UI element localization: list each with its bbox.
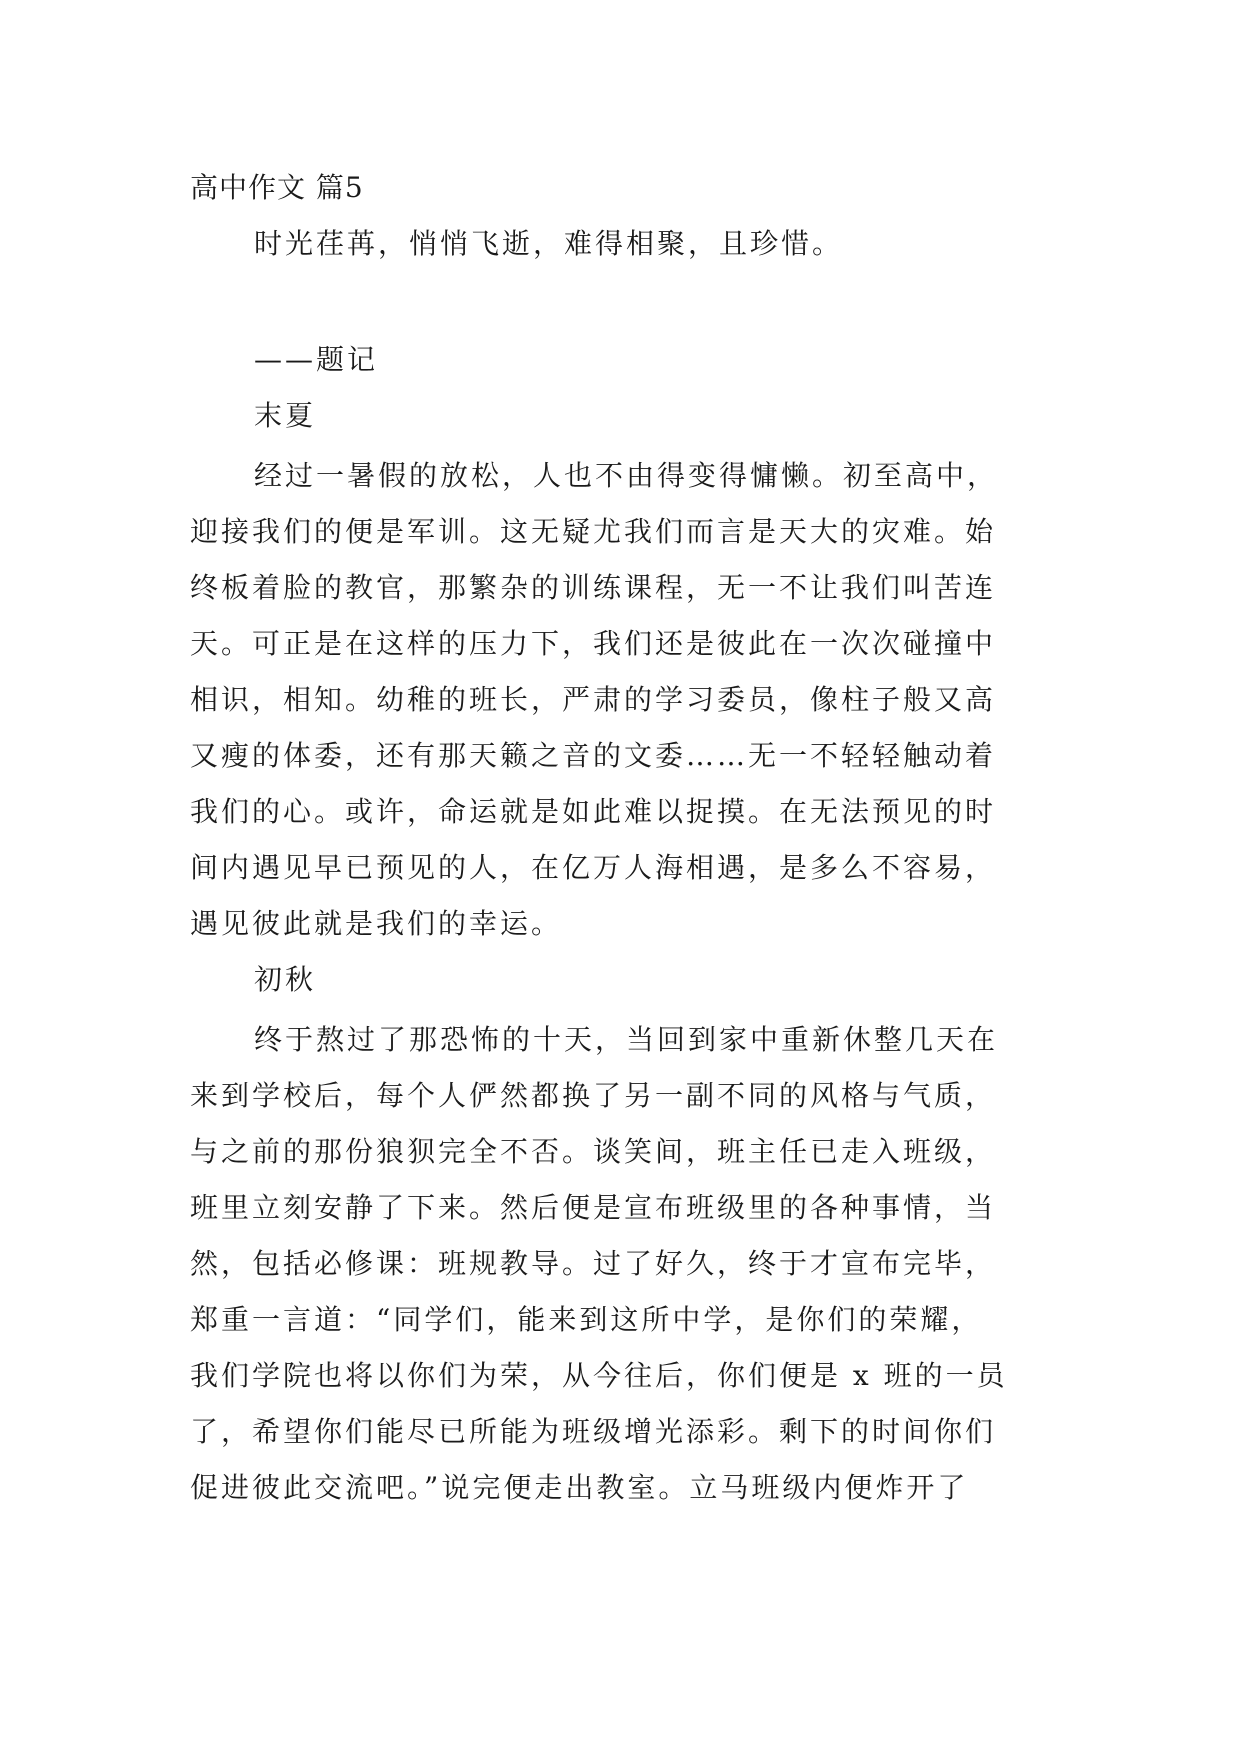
text-line: 我们学院也将以你们为荣，从今往后，你们便是 x 班的一员 — [190, 1359, 1008, 1392]
text-line: 遇见彼此就是我们的幸运。 — [190, 907, 563, 940]
text-line: 又瘦的体委，还有那天籁之音的文委……无一不轻轻触动着 — [190, 739, 997, 772]
epigraph-attribution: ——题记 — [254, 343, 379, 376]
text-line: 相识，相知。幼稚的班长，严肃的学习委员，像柱子般又高 — [190, 683, 997, 716]
section-heading: 初秋 — [254, 963, 317, 996]
text-line: 终板着脸的教官，那繁杂的训练课程，无一不让我们叫苦连 — [190, 571, 997, 604]
document-body — [190, 160, 1060, 1516]
text-line: 然，包括必修课：班规教导。过了好久，终于才宣布完毕， — [190, 1247, 997, 1280]
text-line: 我们的心。或许，命运就是如此难以捉摸。在无法预见的时 — [190, 795, 997, 828]
text-line: 迎接我们的便是军训。这无疑尤我们而言是天大的灾难。始 — [190, 515, 997, 548]
text-line: 郑重一言道：“同学们，能来到这所中学，是你们的荣耀， — [190, 1303, 983, 1336]
paragraph — [190, 448, 1060, 952]
spacer — [190, 272, 1060, 332]
text-line: 与之前的那份狼狈完全不否。谈笑间，班主任已走入班级， — [190, 1135, 997, 1168]
text-line: 间内遇见早已预见的人，在亿万人海相遇，是多么不容易， — [190, 851, 997, 884]
epigraph: 时光荏苒，悄悄飞逝，难得相聚，且珍惜。 — [254, 227, 844, 260]
text-line: 天。可正是在这样的压力下，我们还是彼此在一次次碰撞中 — [190, 627, 997, 660]
essay-title: 高中作文 篇5 — [190, 171, 364, 204]
text-line: 促进彼此交流吧。”说完便走出教室。立马班级内便炸开了 — [190, 1471, 969, 1504]
section-heading: 末夏 — [254, 399, 317, 432]
paragraph — [190, 1012, 1060, 1516]
text-line: 了，希望你们能尽已所能为班级增光添彩。剩下的时间你们 — [190, 1415, 997, 1448]
text-line: 来到学校后，每个人俨然都换了另一副不同的风格与气质， — [190, 1079, 997, 1112]
text-line: 班里立刻安静了下来。然后便是宣布班级里的各种事情，当 — [190, 1191, 997, 1224]
text-line: 终于熬过了那恐怖的十天，当回到家中重新休整几天在 — [254, 1023, 999, 1056]
text-line: 经过一暑假的放松，人也不由得变得慵懒。初至高中， — [254, 459, 999, 492]
